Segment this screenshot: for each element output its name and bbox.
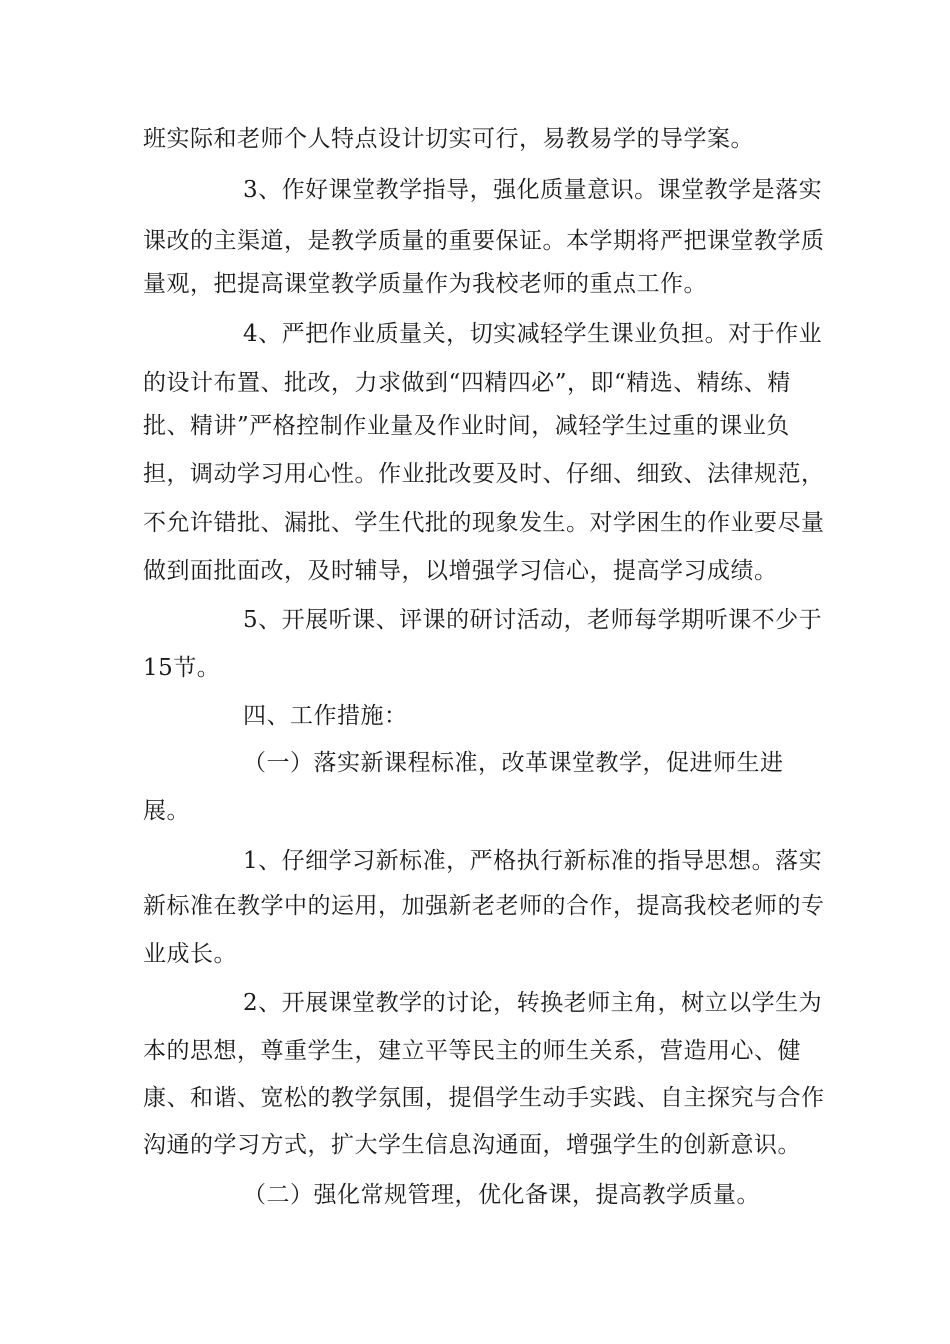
- subsection-heading: （一）落实新课程标准，改革课堂教学，促进师生进: [243, 750, 784, 776]
- text-line: 业成长。: [143, 941, 237, 967]
- text-line: 担，调动学习用心性。作业批改要及时、仔细、细致、法律规范，: [143, 461, 825, 487]
- text-line: 不允许错批、漏批、学生代批的现象发生。对学困生的作业要尽量: [143, 510, 825, 536]
- text-line: 沟通的学习方式，扩大学生信息沟通面，增强学生的创新意识。: [143, 1132, 801, 1158]
- text-line: 15节。: [143, 655, 221, 681]
- text-line: 做到面批面改，及时辅导，以增强学习信心，提高学习成绩。: [143, 558, 778, 584]
- paragraph-start: 5、开展听课、评课的研讨活动，老师每学期听课不少于: [243, 607, 823, 633]
- text-line: 的设计布置、批改，力求做到“四精四必”，即“精选、精练、精: [143, 370, 791, 396]
- text-line: 本的思想，尊重学生，建立平等民主的师生关系，营造用心、健: [143, 1038, 801, 1064]
- text-line: 班实际和老师个人特点设计切实可行，易教易学的导学案。: [143, 126, 754, 152]
- text-line: 批、精讲”严格控制作业量及作业时间，减轻学生过重的课业负: [143, 413, 790, 439]
- text-line: 新标准在教学中的运用，加强新老老师的合作，提高我校老师的专: [143, 893, 825, 919]
- text-line: 康、和谐、宽松的教学氛围，提倡学生动手实践、自主探究与合作: [143, 1085, 825, 1111]
- paragraph-start: 2、开展课堂教学的讨论，转换老师主角，树立以学生为: [243, 990, 823, 1016]
- paragraph-start: 4、严把作业质量关，切实减轻学生课业负担。对于作业: [243, 321, 823, 347]
- paragraph-start: 1、仔细学习新标准，严格执行新标准的指导思想。落实: [243, 848, 823, 874]
- subsection-heading: （二）强化常规管理，优化备课，提高教学质量。: [243, 1182, 760, 1208]
- section-heading: 四、工作措施：: [243, 703, 408, 729]
- text-line: 量观，把提高课堂教学质量作为我校老师的重点工作。: [143, 271, 707, 297]
- text-line: 展。: [143, 798, 190, 824]
- paragraph-start: 3、作好课堂教学指导，强化质量意识。课堂教学是落实: [243, 177, 823, 203]
- text-line: 课改的主渠道，是教学质量的重要保证。本学期将严把课堂教学质: [143, 228, 825, 254]
